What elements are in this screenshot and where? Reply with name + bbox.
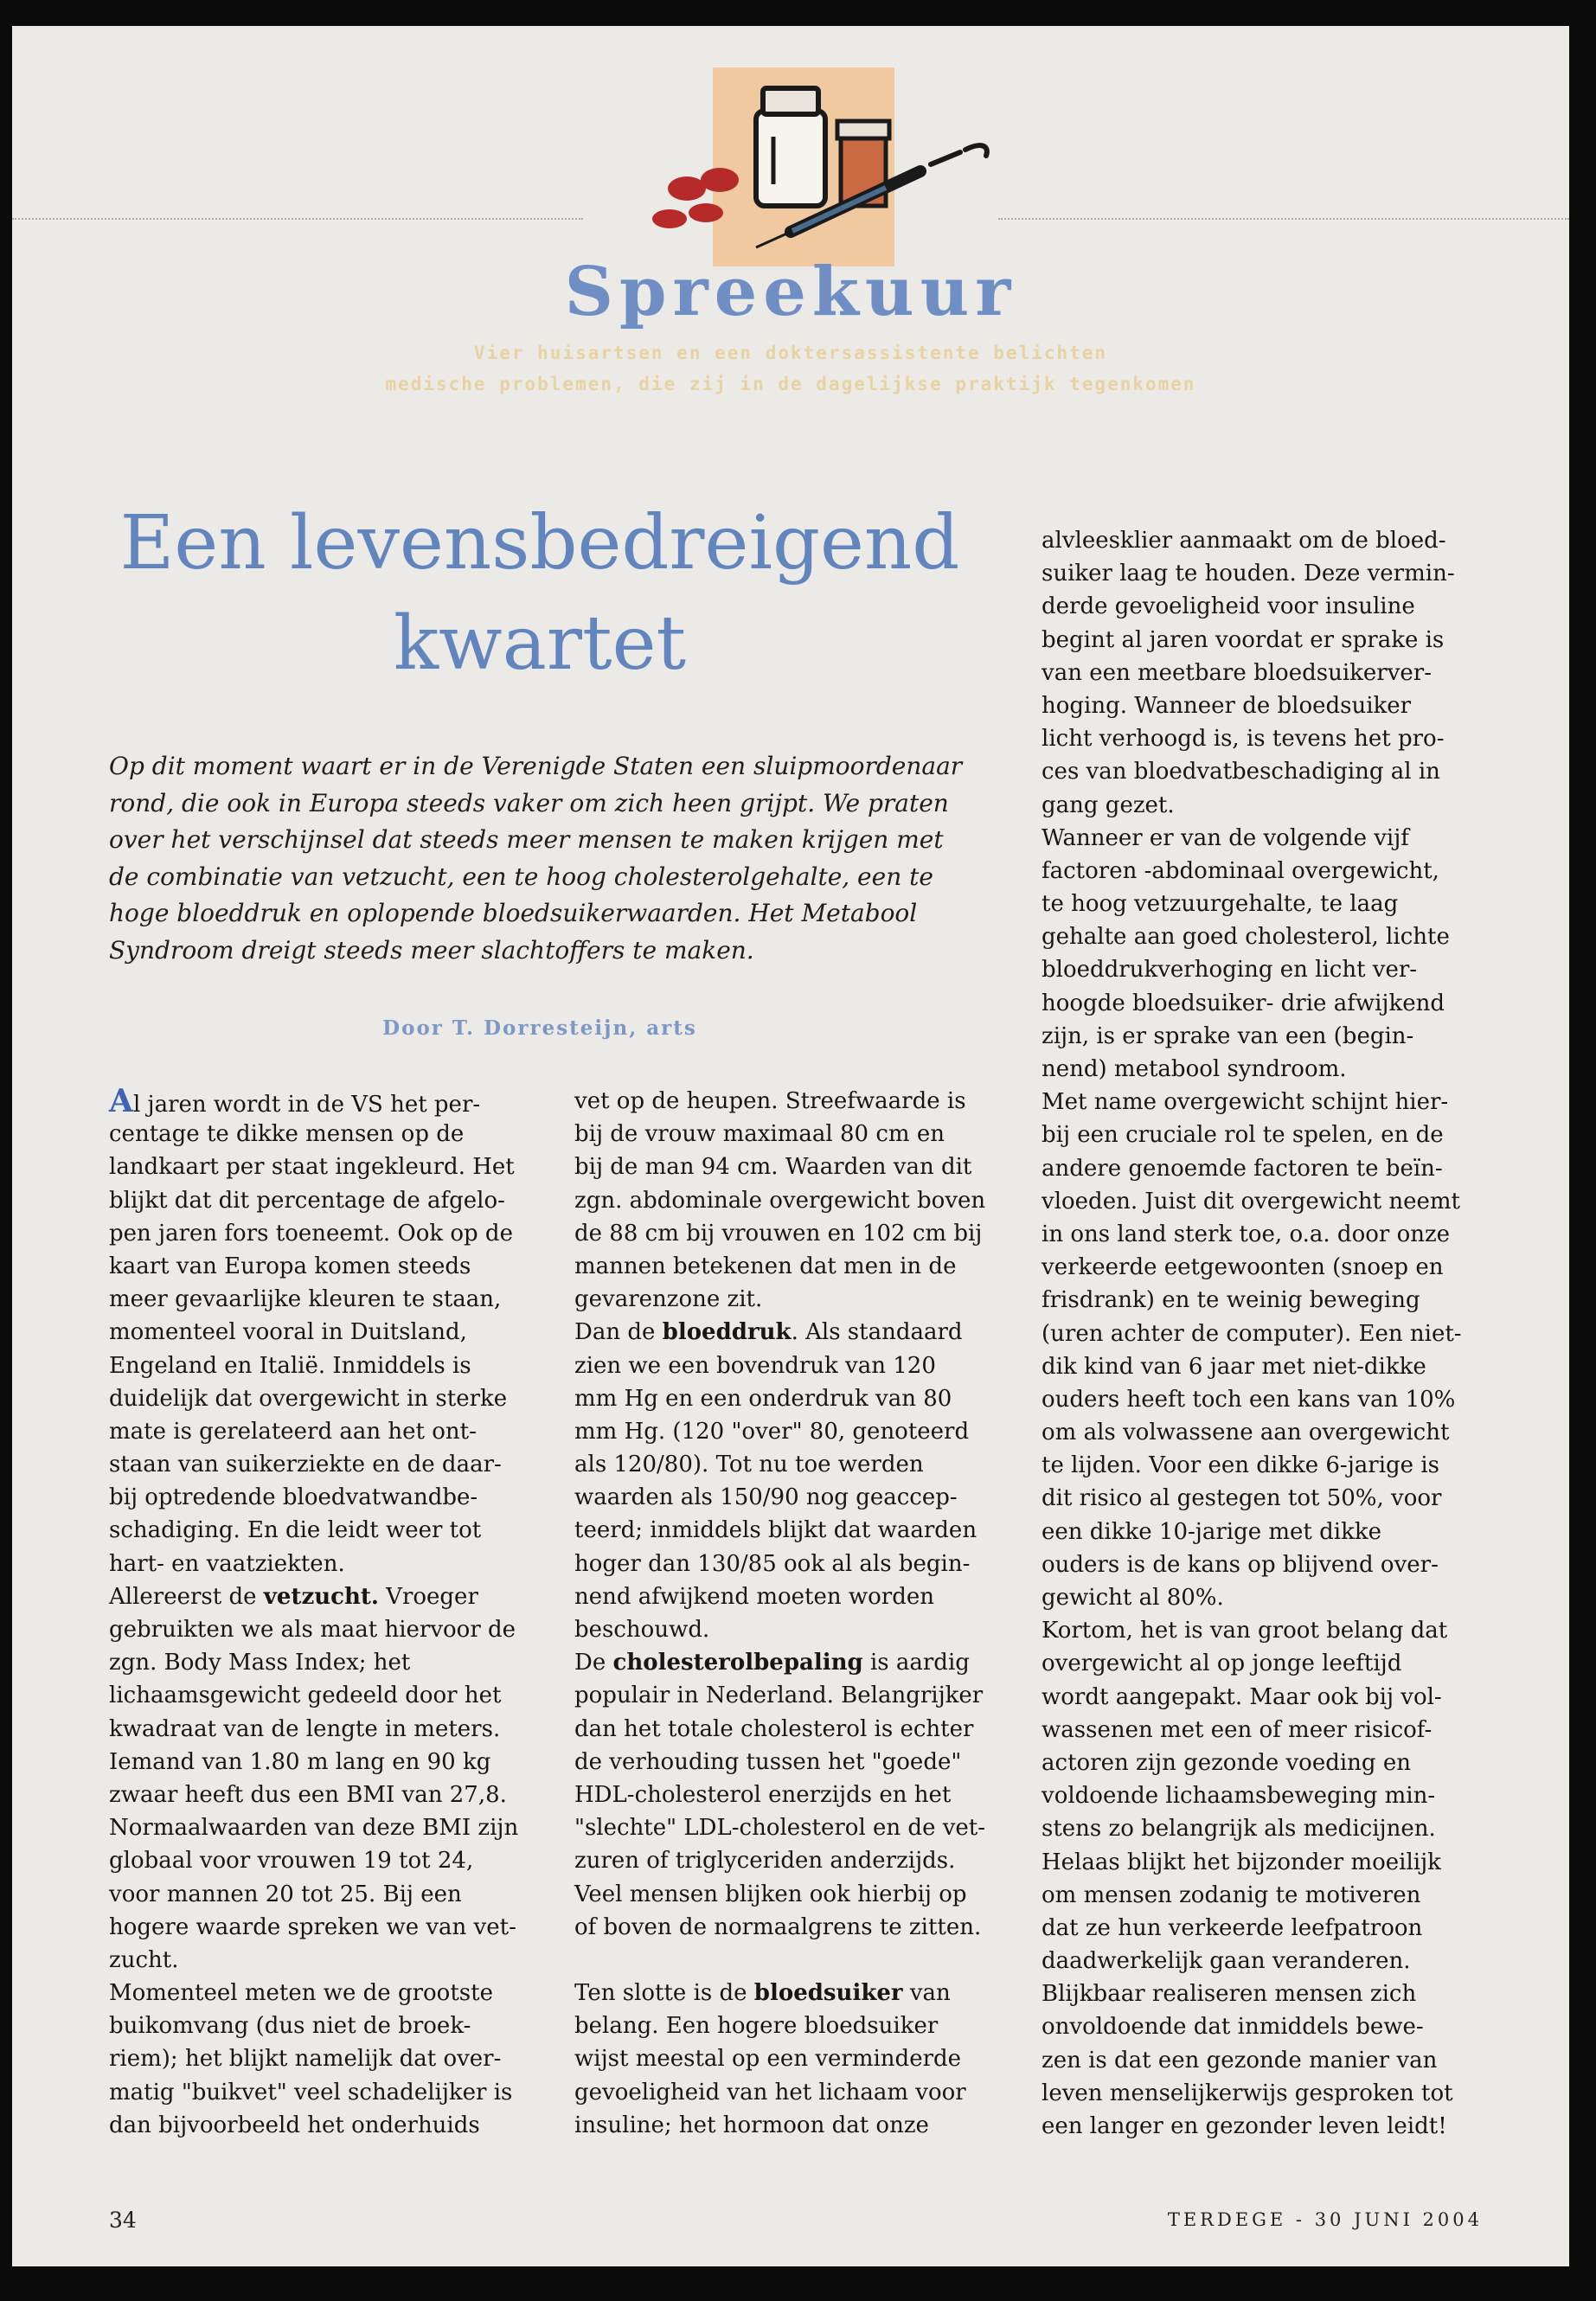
text-line: begint al jaren voordat er sprake is — [1042, 626, 1445, 653]
text-line: Iemand van 1.80 m lang en 90 kg — [109, 1748, 491, 1775]
text-line: belang. Een hogere bloedsuiker — [574, 2013, 939, 2040]
text-line: mate is gerelateerd aan het ont- — [109, 1418, 477, 1445]
text-line: hogere waarde spreken we van vet- — [109, 1913, 516, 1940]
text-line: dit risico al gestegen tot 50%, voor — [1042, 1485, 1442, 1512]
article-byline: Door T. Dorresteijn, arts — [382, 1016, 697, 1040]
text-line: dik kind van 6 jaar met niet-dikke — [1042, 1353, 1426, 1380]
text-line: mm Hg. (120 "over" 80, genoteerd — [574, 1418, 970, 1445]
text-line: kaart van Europa komen steeds — [109, 1253, 471, 1279]
text-line: gebruikten we als maat hiervoor de — [109, 1617, 516, 1643]
text-line: riem); het blijkt namelijk dat over- — [109, 2046, 502, 2073]
text-line: Dan de bloeddruk. Als standaard — [574, 1319, 963, 1346]
text-line: zucht. — [109, 1946, 179, 1973]
text-line: (uren achter de computer). Een niet- — [1042, 1320, 1462, 1347]
text-line: andere genoemde factoren te beïn- — [1042, 1155, 1443, 1182]
drop-cap: A — [109, 1083, 133, 1119]
text-line: duidelijk dat overgewicht in sterke — [109, 1385, 508, 1412]
bold-term: bloeddruk — [662, 1319, 792, 1346]
text-line: landkaart per staat ingekleurd. Het — [109, 1154, 515, 1181]
text-line: voldoende lichaamsbeweging min- — [1042, 1783, 1436, 1810]
text-line: zgn. abdominale overgewicht boven — [574, 1187, 986, 1214]
text-line: HDL-cholesterol enerzijds en het — [574, 1781, 952, 1808]
text-line: of boven de normaalgrens te zitten. — [574, 1913, 982, 1940]
text-line: gehalte aan goed cholesterol, lichte — [1042, 924, 1450, 951]
text-line: populair in Nederland. Belangrijker — [574, 1682, 984, 1709]
text-line: om mensen zodanig te motiveren — [1042, 1881, 1421, 1908]
title-line: kwartet — [393, 600, 687, 687]
text-line: zen is dat een gezonde manier van — [1042, 2047, 1438, 2073]
text-line: matig "buikvet" veel schadelijker is — [109, 2079, 513, 2106]
text-line: Allereerst de vetzucht. Vroeger — [109, 1583, 478, 1610]
text-line: centage te dikke mensen op de — [109, 1121, 465, 1148]
text-line: in ons land sterk toe, o.a. door onze — [1042, 1221, 1451, 1247]
text-line: wordt aangepakt. Maar ook bij vol- — [1042, 1683, 1442, 1710]
text-line: bij optredende bloedvatwandbe- — [109, 1484, 478, 1511]
text-line: "slechte" LDL-cholesterol en de vet- — [574, 1815, 986, 1842]
bold-term: bloedsuiker — [753, 1980, 903, 2007]
text-line: bij de vrouw maximaal 80 cm en — [574, 1121, 945, 1148]
section-tagline — [272, 337, 1310, 400]
text-line: mannen betekenen dat men in de — [574, 1253, 957, 1279]
text-line: nend) metabool syndroom. — [1042, 1056, 1347, 1082]
article-column-1 — [109, 1085, 559, 2142]
text-line: zgn. Body Mass Index; het — [109, 1650, 411, 1676]
text-line: De cholesterolbepaling is aardig — [574, 1650, 970, 1676]
text-line: hart- en vaatziekten. — [109, 1550, 345, 1577]
text-line: Ten slotte is de bloedsuiker van — [574, 1980, 951, 2007]
text-line: factoren -abdominaal overgewicht, — [1042, 857, 1439, 884]
text-line: Veel mensen blijken ook hierbij op — [574, 1881, 967, 1907]
tagline-line: Vier huisartsen en een doktersassistente belichten — [473, 343, 1108, 363]
article-column-3 — [1042, 524, 1491, 2143]
text-line: overgewicht al op jonge leeftijd — [1042, 1650, 1402, 1677]
text-line: momenteel vooral in Duitsland, — [109, 1319, 467, 1346]
text-line: verkeerde eetgewoonten (snoep en — [1042, 1254, 1444, 1281]
section-title: Spreekuur — [564, 253, 1017, 331]
text-line: vloeden. Juist dit overgewicht neemt — [1042, 1188, 1460, 1215]
text-line: hoogde bloedsuiker- drie afwijkend — [1042, 990, 1445, 1016]
text-line: gang gezet. — [1042, 792, 1175, 818]
text-line: zwaar heeft dus een BMI van 27,8. — [109, 1781, 507, 1808]
text-line: hoger dan 130/85 ook al als begin- — [574, 1550, 971, 1577]
text-line: lichaamsgewicht gedeeld door het — [109, 1682, 502, 1709]
text-line: te hoog vetzuurgehalte, te laag — [1042, 891, 1399, 918]
article-column-2 — [574, 1085, 1024, 2142]
text-line: gevoeligheid van het lichaam voor — [574, 2079, 966, 2106]
text-line: Momenteel meten we de grootste — [109, 1980, 493, 2007]
bold-term: cholesterolbepaling — [612, 1650, 863, 1676]
text-line: de 88 cm bij vrouwen en 102 cm bij — [574, 1220, 983, 1247]
medicine-illustration-icon — [626, 67, 1024, 266]
text-line: van een meetbare bloedsuikerver- — [1042, 659, 1432, 686]
text-line: dan bijvoorbeeld het onderhuids — [109, 2112, 480, 2138]
text-line — [574, 1944, 1024, 1977]
text-line: blijkt dat dit percentage de afgelo- — [109, 1187, 505, 1214]
text-line: zien we een bovendruk van 120 — [574, 1352, 936, 1379]
text-line: daadwerkelijk gaan veranderen. — [1042, 1948, 1411, 1975]
header-rule-left — [12, 218, 583, 220]
text-line: onvoldoende dat inmiddels bewe- — [1042, 2014, 1424, 2041]
magazine-page — [12, 26, 1569, 2266]
text-line: beschouwd. — [574, 1617, 710, 1643]
text-line: als 120/80). Tot nu toe werden — [574, 1452, 924, 1478]
article-title — [107, 493, 972, 694]
text-line: Kortom, het is van groot belang dat — [1042, 1618, 1448, 1644]
text-line: schadiging. En die leidt weer tot — [109, 1517, 482, 1544]
text-line: voor mannen 20 tot 25. Bij een — [109, 1881, 462, 1907]
text-line: dan het totale cholesterol is echter — [574, 1715, 974, 1742]
title-line: Een levensbedreigend — [119, 500, 960, 586]
text-line: frisdrank) en te weinig beweging — [1042, 1287, 1420, 1314]
text-line: een langer en gezonder leven leidt! — [1042, 2113, 1447, 2139]
text-line: bij de man 94 cm. Waarden van dit — [574, 1154, 972, 1181]
text-line: om als volwassene aan overgewicht — [1042, 1420, 1450, 1446]
text-line: ouders heeft toch een kans van 10% — [1042, 1386, 1456, 1413]
text-line: bij een cruciale rol te spelen, en de — [1042, 1122, 1444, 1149]
text-line: kwadraat van de lengte in meters. — [109, 1715, 501, 1742]
text-line: mm Hg en een onderdruk van 80 — [574, 1385, 952, 1412]
text-line: ces van bloedvatbeschadiging al in — [1042, 759, 1440, 785]
text-line: vet op de heupen. Streefwaarde is — [574, 1088, 966, 1114]
text-line: alvleesklier aanmaakt om de bloed- — [1042, 528, 1446, 554]
text-line: de verhouding tussen het "goede" — [574, 1748, 962, 1775]
masthead-date: TERDEGE - 30 JUNI 2004 — [1167, 2209, 1483, 2230]
text-line: Wanneer er van de volgende vijf — [1042, 824, 1409, 851]
text-line: pen jaren fors toeneemt. Ook op de — [109, 1220, 513, 1247]
text-line: Al jaren wordt in de VS het per- — [109, 1083, 481, 1119]
header-rule-right — [998, 218, 1569, 220]
text-line: wassenen met een of meer risicof- — [1042, 1716, 1433, 1743]
text-line: Blijkbaar realiseren mensen zich — [1042, 1981, 1417, 2008]
text-line: Normaalwaarden van deze BMI zijn — [109, 1815, 519, 1842]
text-line: stens zo belangrijk als medicijnen. — [1042, 1816, 1436, 1843]
text-line: meer gevaarlijke kleuren te staan, — [109, 1286, 502, 1313]
text-line: buikomvang (dus niet de broek- — [109, 2013, 471, 2040]
text-line: dat ze hun verkeerde leefpatroon — [1042, 1914, 1423, 1941]
text-line: gevarenzone zit. — [574, 1286, 763, 1313]
page-number: 34 — [109, 2208, 137, 2233]
text-line: een dikke 10-jarige met dikke — [1042, 1518, 1381, 1545]
text-line: zuren of triglyceriden anderzijds. — [574, 1848, 956, 1875]
tagline-line: medische problemen, die zij in de dagelijkse praktijk tegenkomen — [385, 374, 1196, 394]
bold-term: vetzucht. — [263, 1583, 379, 1610]
text-line: te lijden. Voor een dikke 6-jarige is — [1042, 1452, 1439, 1479]
text-line: teerd; inmiddels blijkt dat waarden — [574, 1517, 977, 1544]
text-line: staan van suikerziekte en de daar- — [109, 1452, 502, 1478]
text-line: derde gevoeligheid voor insuline — [1042, 593, 1415, 620]
text-line: suiker laag te houden. Deze vermin- — [1042, 561, 1455, 587]
text-line: wijst meestal op een verminderde — [574, 2046, 962, 2073]
text-line: waarden als 150/90 nog geaccep- — [574, 1484, 958, 1511]
text-line: Engeland en Italië. Inmiddels is — [109, 1352, 471, 1379]
text-line: gewicht al 80%. — [1042, 1585, 1224, 1611]
text-line: zijn, is er sprake van een (begin- — [1042, 1022, 1414, 1049]
text-line: hoging. Wanneer de bloedsuiker — [1042, 692, 1412, 719]
text-line: nend afwijkend moeten worden — [574, 1583, 934, 1610]
text-line: Met name overgewicht schijnt hier- — [1042, 1089, 1449, 1116]
text-line: actoren zijn gezonde voeding en — [1042, 1749, 1411, 1776]
article-intro: Op dit moment waart er in de Verenigde Staten een sluipmoordenaar rond, die ook in Europa steeds vaker om zich heen grijpt. We praten over het verschijnsel dat steeds meer mensen te maken krijgen met de combinatie van vetzucht, een te hoog cholesterolgehalte, een te hoge bloeddruk en oplopende bloedsuikerwaarden. Het Metabool Syndroom dreigt steeds meer slachtoffers te maken. — [109, 752, 963, 965]
text-line: licht verhoogd is, is tevens het pro- — [1042, 726, 1445, 753]
text-line: ouders is de kans op blijvend over- — [1042, 1551, 1439, 1578]
text-line: leven menselijkerwijs gesproken tot — [1042, 2080, 1453, 2106]
text-line: Helaas blijkt het bijzonder moeilijk — [1042, 1849, 1441, 1875]
text-line: bloeddrukverhoging en licht ver- — [1042, 957, 1418, 984]
text-line: globaal voor vrouwen 19 tot 24, — [109, 1848, 474, 1875]
text-line: insuline; het hormoon dat onze — [574, 2112, 929, 2138]
